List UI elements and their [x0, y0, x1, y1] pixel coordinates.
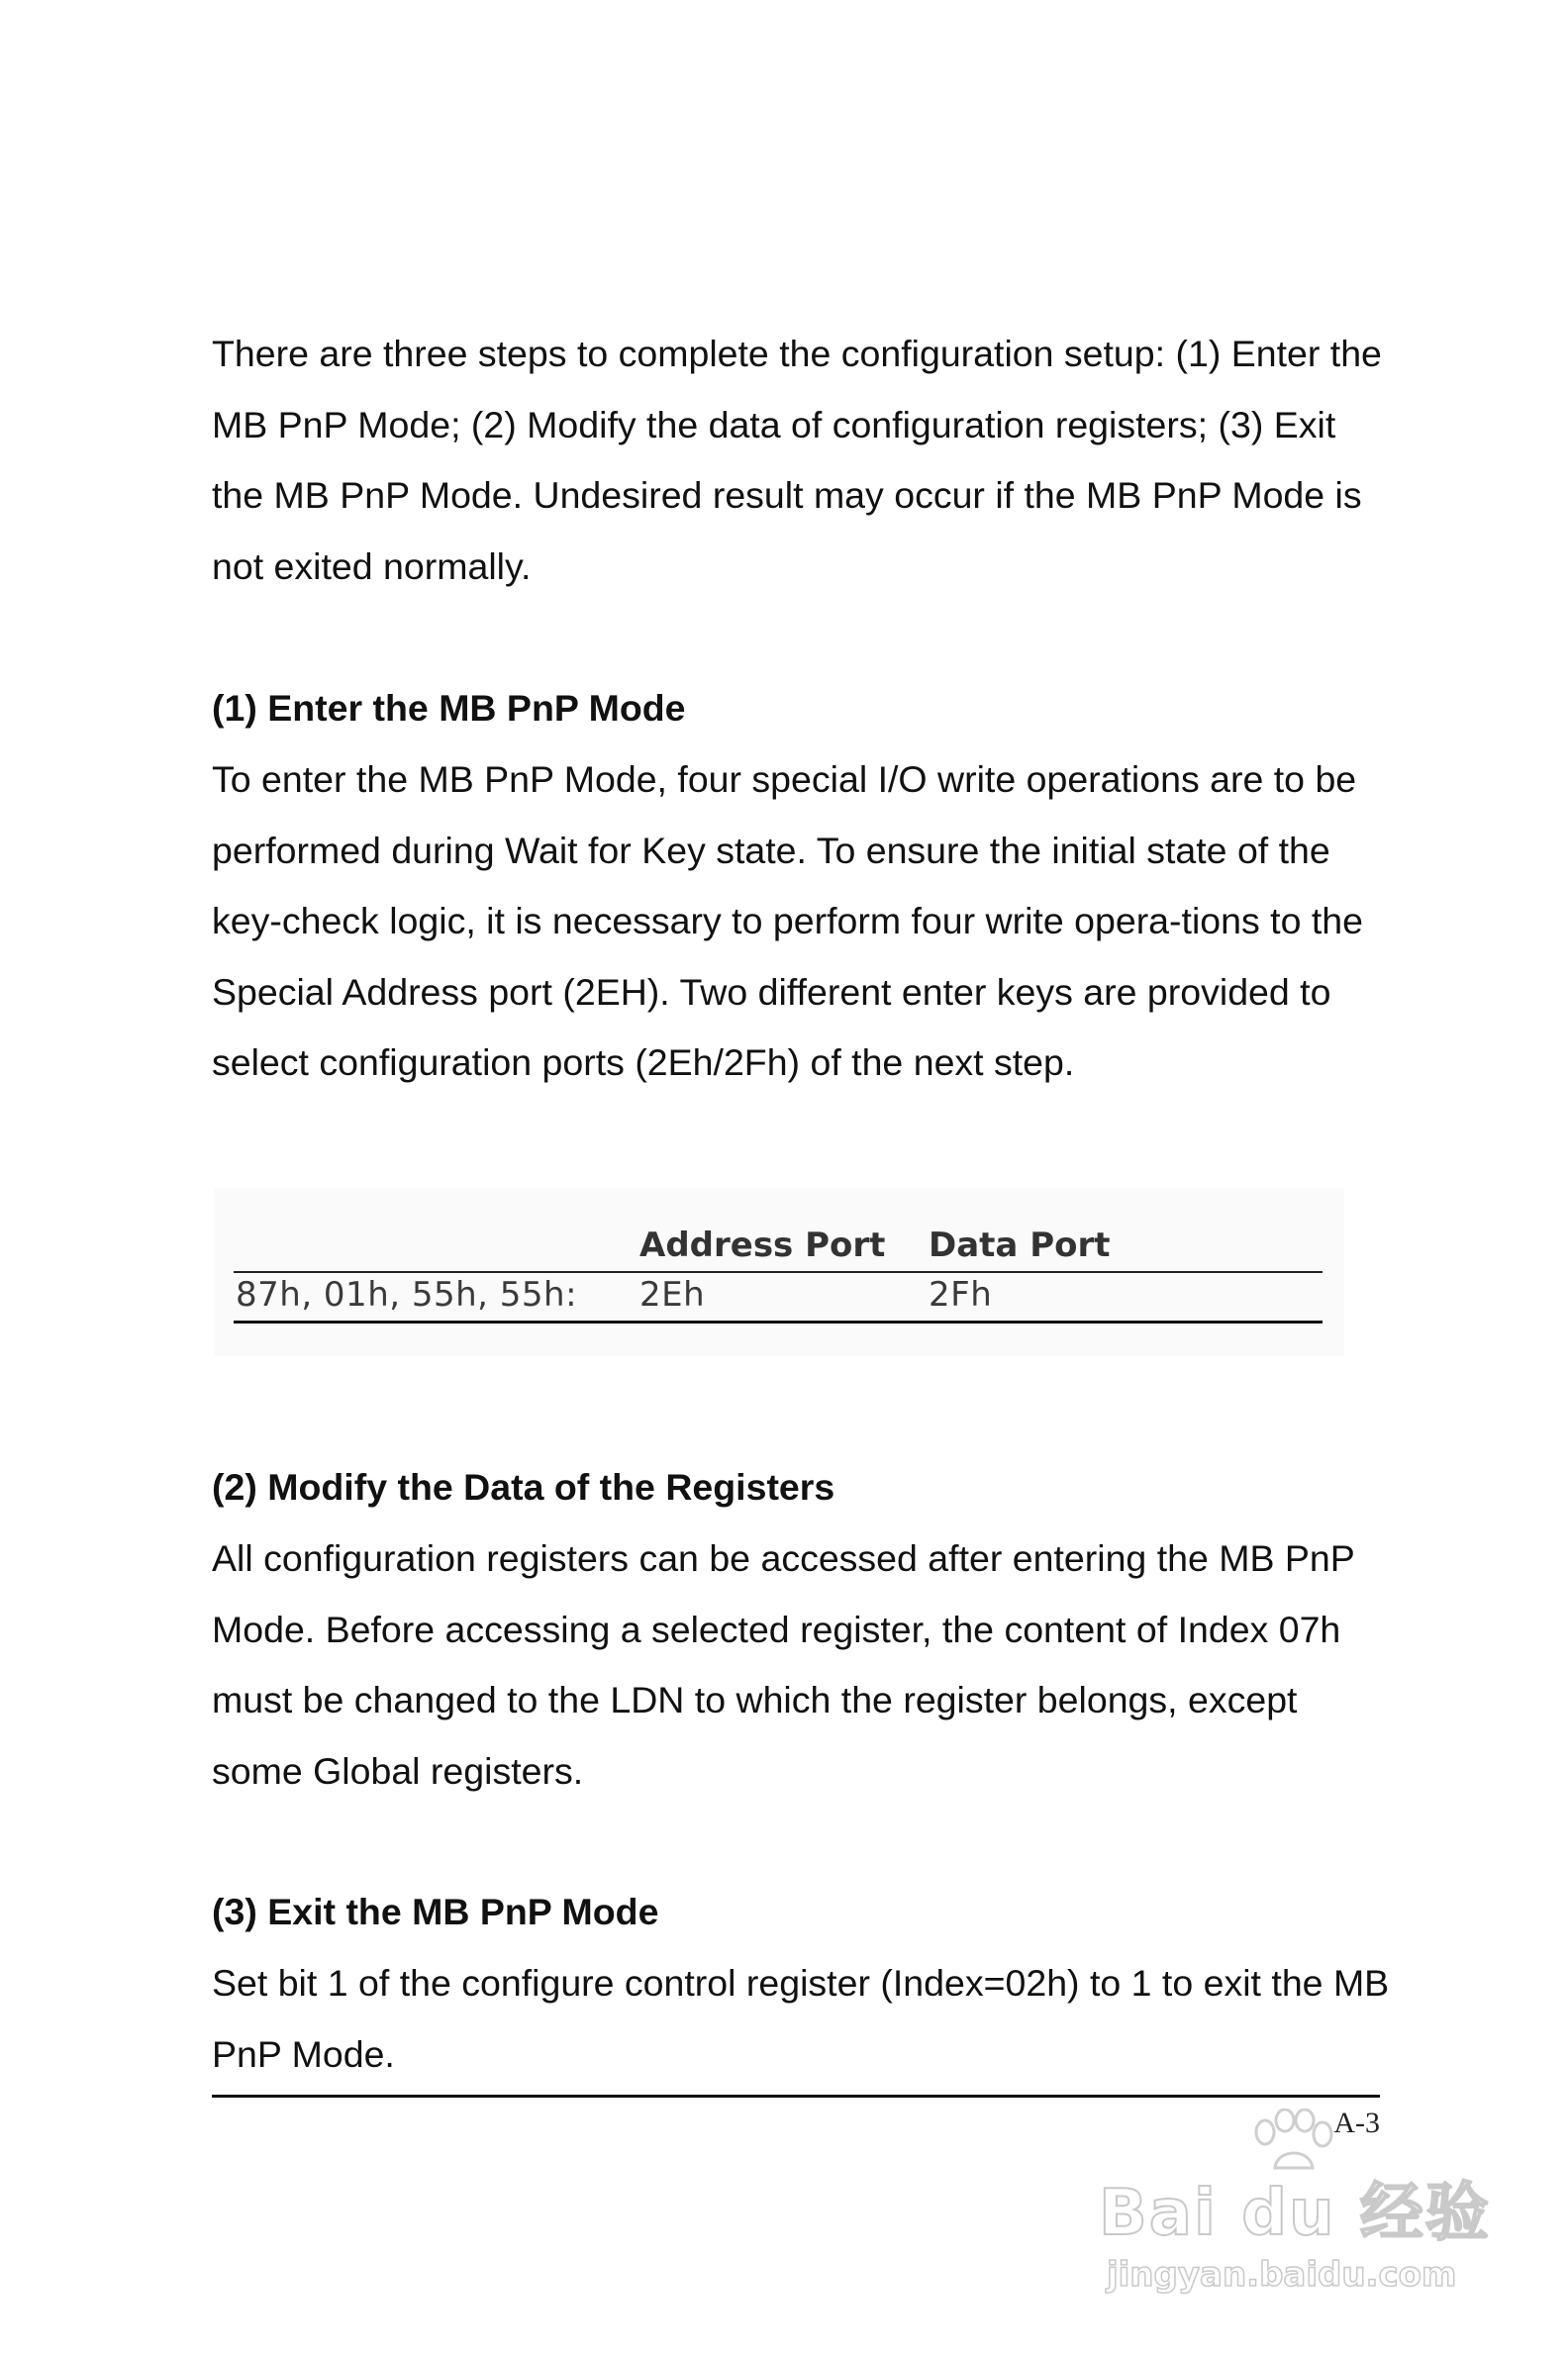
- table-cell-enter-keys: 87h, 01h, 55h, 55h:: [236, 1275, 578, 1315]
- table-header-address-port: Address Port: [639, 1226, 886, 1265]
- section-3-heading: (3) Exit the MB PnP Mode: [212, 1891, 659, 1932]
- table-bottom-rule: [234, 1321, 1323, 1324]
- footer-rule: [212, 2095, 1380, 2098]
- section-2-body: All configuration registers can be accessed after entering the MB PnP Mode. Before accessing a selected register, the content of Index 07h must be changed to the LDN to which the register belongs, except some Global registers.: [212, 1537, 1355, 1792]
- section-2-heading: (2) Modify the Data of the Registers: [212, 1466, 835, 1508]
- table-header-rule: [234, 1271, 1323, 1273]
- page-number: A-3: [1333, 2107, 1380, 2139]
- enter-key-table: [214, 1188, 1344, 1356]
- watermark-url: jingyan.baidu.com: [1107, 2255, 1457, 2295]
- table-header-data-port: Data Port: [929, 1226, 1111, 1265]
- section-1-body: To enter the MB PnP Mode, four special I/O write operations are to be performed during Wait for Key state. To ensure the initial state of the key-check logic, it is necessary to perform four write opera-tions to the Special Address port (2EH). Two different enter keys are provided to select configuration ports (2Eh/2Fh) of the next step.: [212, 758, 1363, 1083]
- table-cell-data-port: 2Fh: [929, 1275, 993, 1315]
- section-3-body: Set bit 1 of the configure control register (Index=02h) to 1 to exit the MB PnP Mode.: [212, 1962, 1390, 2075]
- paw-logo-icon: [1247, 2109, 1336, 2178]
- watermark-logo-text: Bai du 经验: [1099, 2177, 1491, 2250]
- table-cell-address-port: 2Eh: [639, 1275, 706, 1315]
- section-1-heading: (1) Enter the MB PnP Mode: [212, 687, 686, 729]
- intro-paragraph: There are three steps to complete the configuration setup: (1) Enter the MB PnP Mode; (2) Modify the data of configuration registers; (3) Exit the MB PnP Mode. Undesired result may occur if the MB PnP Mode is not exited normally.: [212, 333, 1382, 587]
- baidu-watermark: [1099, 2109, 1491, 2297]
